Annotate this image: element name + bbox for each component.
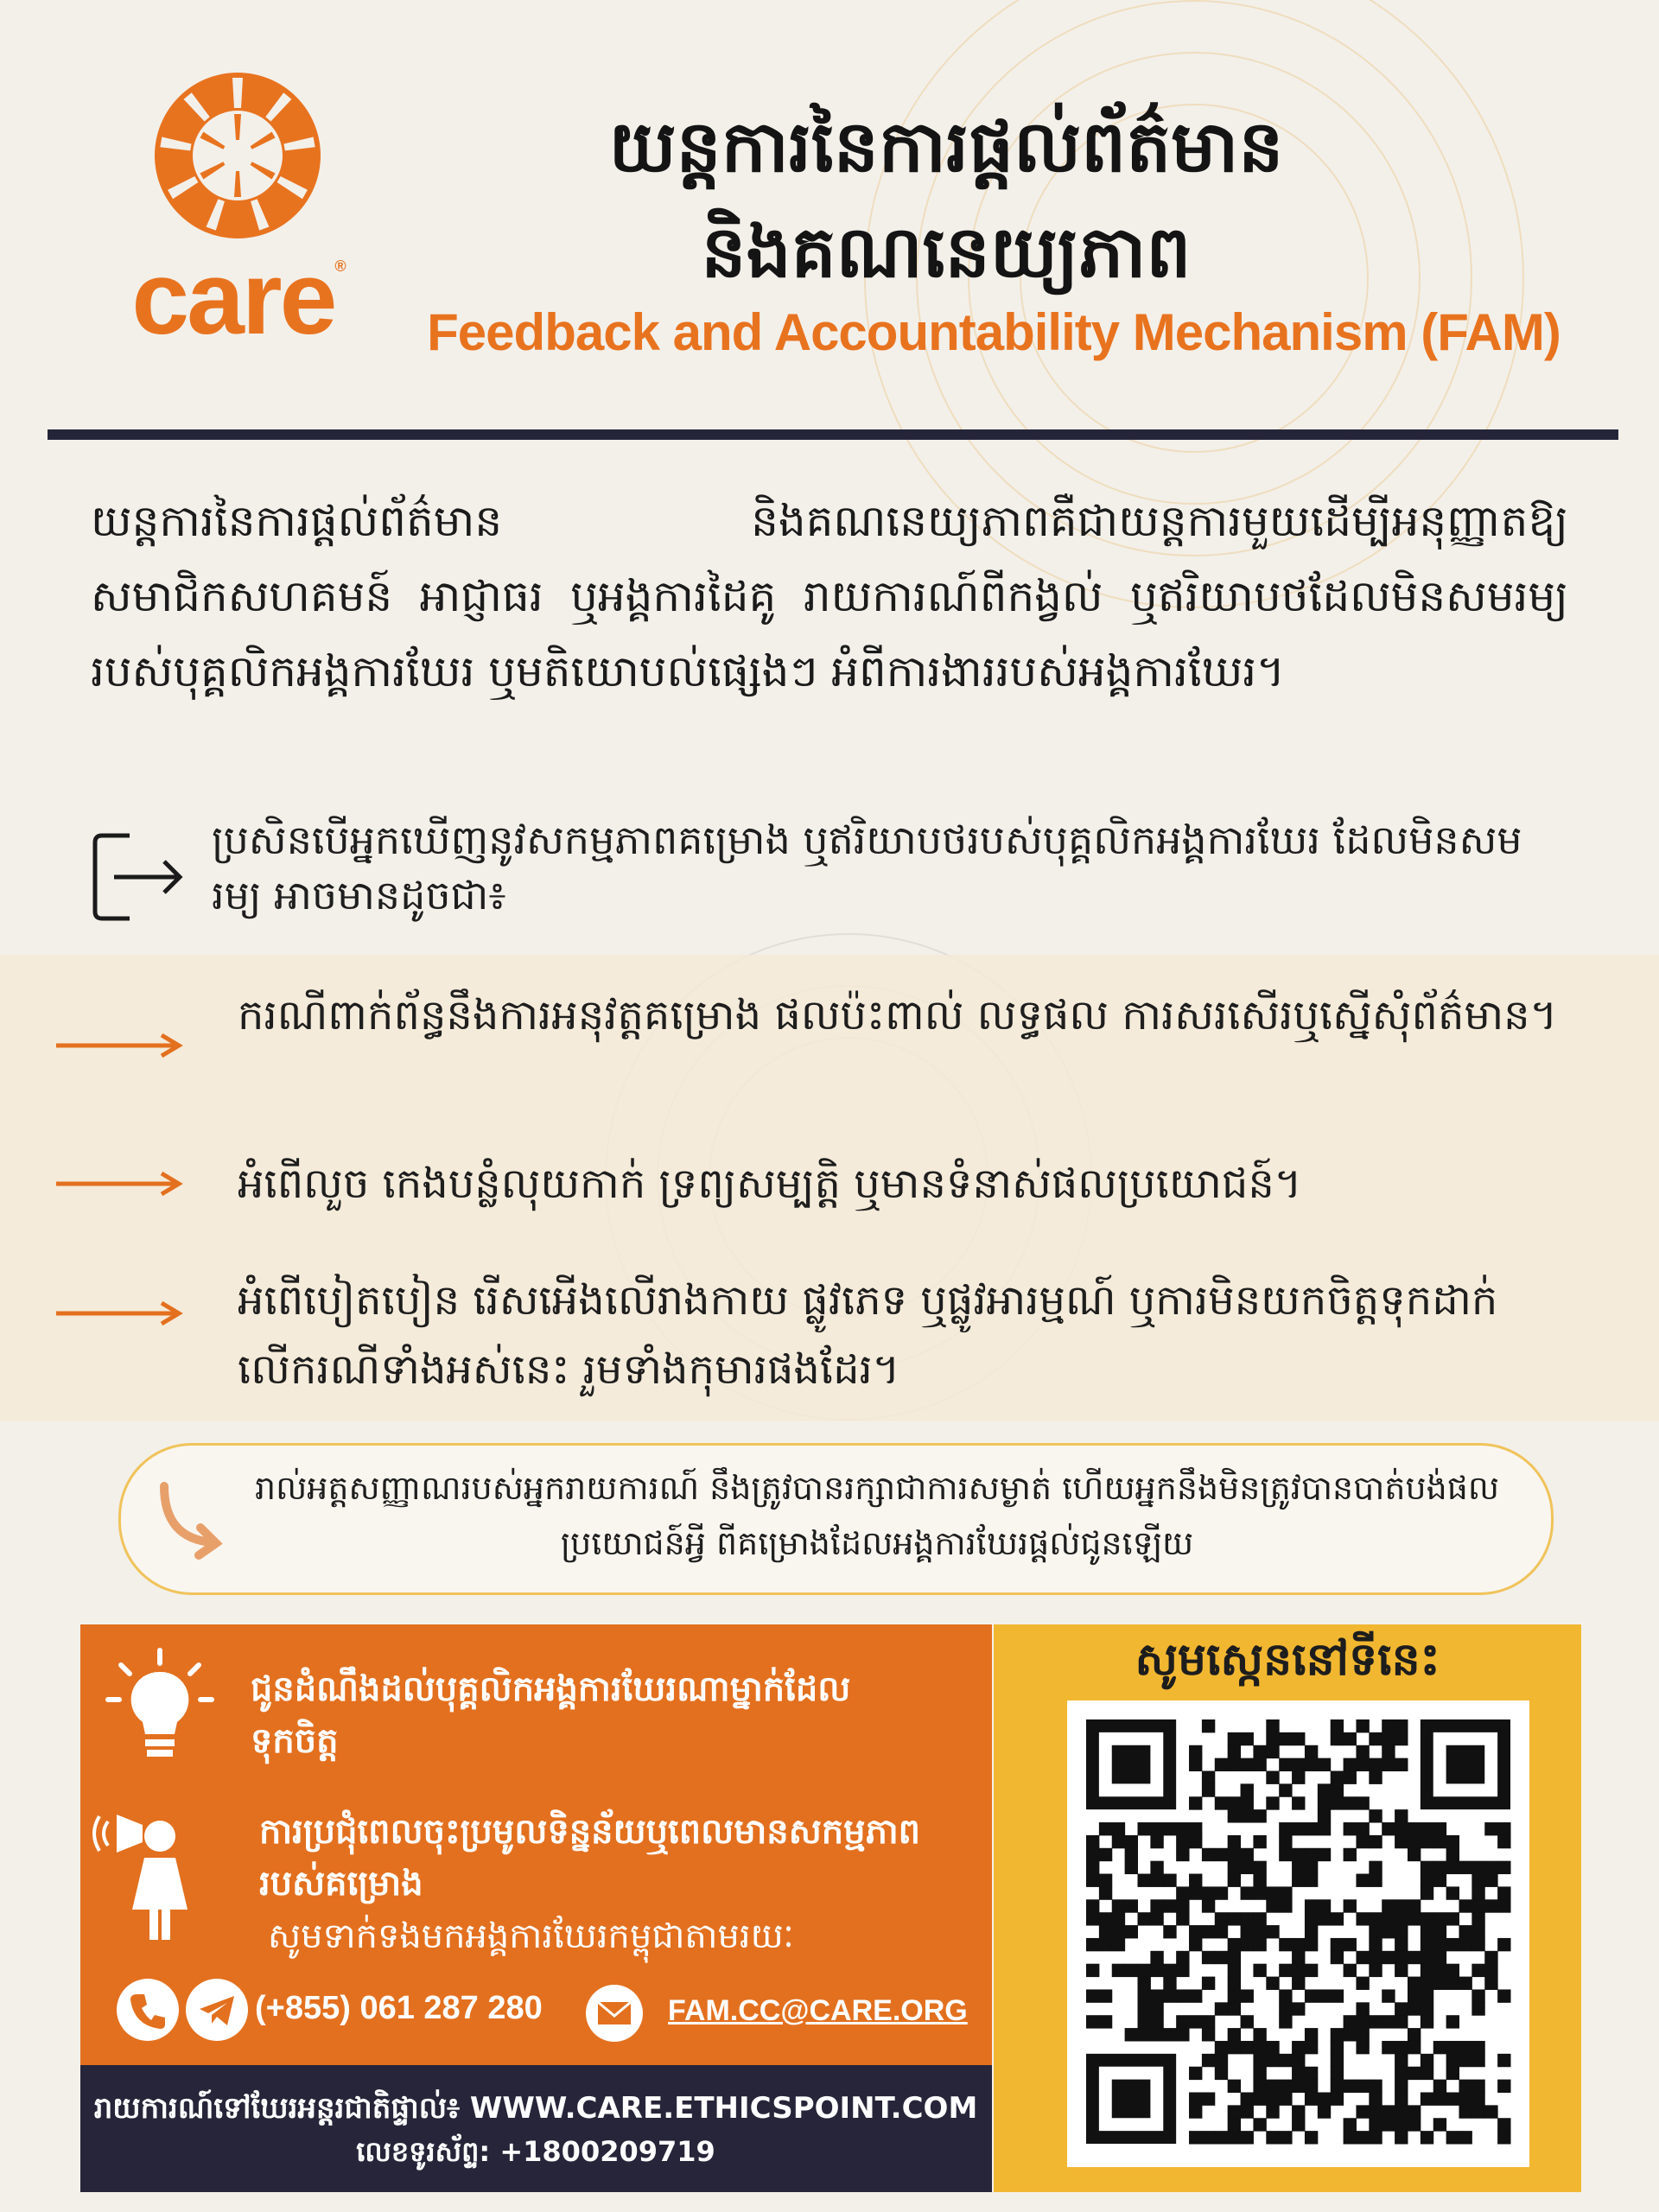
phone-number[interactable]: (+855) 061 287 280 — [255, 1990, 543, 2026]
arrow-right-icon — [56, 1300, 186, 1326]
scan-here-title: សូមស្កេននៅទីនេះ — [1135, 1634, 1440, 1686]
header-divider — [48, 429, 1618, 440]
contact-channel-2: ការប្រជុំពេលចុះប្រមូលទិន្នន័យឬពេលមានសកម្មភាពរបស់គម្រោង — [259, 1812, 921, 1904]
exit-arrow-icon — [86, 825, 190, 929]
qr-code-frame — [1067, 1700, 1529, 2167]
title-line-2: និងគណនេយ្យភាព — [701, 212, 1192, 294]
phone-icon — [117, 1979, 179, 2041]
title-line-1: យន្តការនៃការផ្តល់ព័ត៌មាន — [608, 106, 1284, 188]
notice-text: រាល់អត្តសញ្ញាណរបស់អ្នករាយការណ៍ នឹងត្រូវបានរក្សាជាការសម្ងាត់ ហើយអ្នកនឹងមិនត្រូវបានបាត់បង់ផលប្រយោជន៍អ្វី ពីគម្រោងដែលអង្គការឃែរផ្តល់ជូនឡើយ — [254, 1469, 1500, 1562]
contact-label: សូមទាក់ទងមកអង្គការឃែរកម្ពុជាតាមរយៈ — [268, 1916, 794, 1956]
ethicspoint-line[interactable]: រាយការណ៍ទៅឃែរអន្តរជាតិផ្ទាល់៖ WWW.CARE.ETHICSPOINT.COM — [93, 2091, 978, 2126]
intro-paragraph: យន្តការនៃការផ្តល់ព័ត៌មាន និងគណនេយ្យភាពគឺជាយន្តការមួយដើម្បីអនុញ្ញាតឱ្យសមាជិកសហគមន៍ អាជ្ញាធរ ឬអង្គការដៃគូ រាយការណ៍ពីកង្វល់ ឬឥរិយាបថដែលមិនសមរម្យរបស់បុគ្គលិកអង្គការឃែរ ឬមតិយោបល់ផ្សេងៗ អំពីការងាររបស់អង្គការឃែរ។ — [91, 496, 1568, 696]
email-icon — [586, 1985, 643, 2042]
lightbulb-icon — [104, 1646, 216, 1771]
megaphone-person-icon — [91, 1797, 220, 1944]
list-item: អំពើបៀតបៀន រើសអើងលើរាងកាយ ផ្លូវភេទ ឬផ្លូវអារម្មណ៍ ឬការមិនយកចិត្តទុកដាក់លើករណីទាំងអស់នេះ រួមទាំងកុមារផងដែរ។ — [238, 1276, 1498, 1394]
telegram-icon — [186, 1979, 248, 2041]
arrow-right-icon — [56, 1033, 186, 1058]
email-link[interactable]: FAM.CC@CARE.ORG — [668, 1994, 968, 2027]
contact-channel-1: ជូនដំណឹងដល់បុគ្គលិកអង្គការឃែរណាម្នាក់ដែលទុកចិត្ត — [251, 1669, 851, 1761]
page-title — [389, 95, 1503, 306]
curved-arrow-icon — [147, 1478, 233, 1564]
english-title: Feedback and Accountability Mechanism (FAM) — [427, 303, 1560, 361]
brand-wordmark: care® — [131, 240, 344, 356]
lead-text: ប្រសិនបើអ្នកឃើញនូវសកម្មភាពគម្រោង ឬឥរិយាបថរបស់បុគ្គលិកអង្គការឃែរ ដែលមិនសមរម្យ អាចមានដូចជា៖ — [212, 817, 1522, 918]
qr-code-icon[interactable] — [1067, 1700, 1529, 2167]
list-item: ករណីពាក់ព័ន្ធនឹងការអនុវត្តគម្រោង ផលប៉ះពាល់ លទ្ធផល ការសរសើរឬស្នើសុំព័ត៌មាន។ — [238, 991, 1558, 1039]
arrow-right-icon — [56, 1171, 186, 1197]
hotline-line: លេខទូរស័ព្ទ: +1800209719 — [356, 2135, 715, 2168]
list-item: អំពើលួច កេងបន្លំលុយកាក់ ទ្រព្យសម្បត្តិ ឬមានទំនាស់ផលប្រយោជន៍។ — [238, 1160, 1302, 1208]
